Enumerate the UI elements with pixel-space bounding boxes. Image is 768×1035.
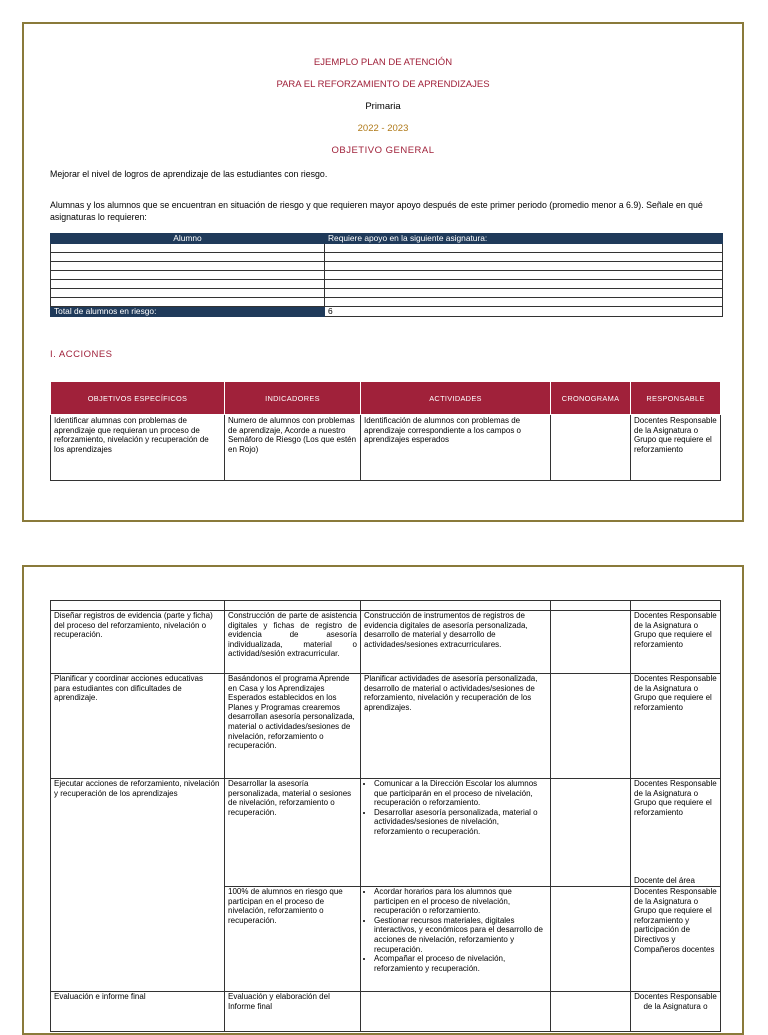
activity-list xyxy=(364,779,547,837)
objective-heading: OBJETIVO GENERAL xyxy=(331,145,435,156)
column-header-cronograma: CRONOGRAMA xyxy=(551,382,631,415)
list-item: • Acordar horarios para los alumnos que participen en el proceso de nivelación, recuperación o reforzamiento. xyxy=(374,887,547,916)
responsable-cell: Docentes Responsable de la Asignatura o Grupo que requiere el reforzamiento xyxy=(631,415,721,481)
document-page-1 xyxy=(22,22,744,522)
total-label: Total de alumnos en riesgo: xyxy=(51,307,325,317)
table-row xyxy=(51,244,723,253)
column-header-indicadores: INDICADORES xyxy=(225,382,361,415)
table-row xyxy=(51,280,723,289)
column-header-alumno: Alumno xyxy=(51,234,325,244)
acciones-heading: I. ACCIONES xyxy=(50,349,113,360)
actividad-cell: Construcción de instrumentos de registros de evidencia digitales de asesoría personalizada, desarrollo de material y desarrollo de actividades/sesiones extracurriculares. xyxy=(361,611,551,674)
objetivo-cell: Identificar alumnas con problemas de aprendizaje que requieran un proceso de reforzamiento, nivelación y recuperación de los aprendizajes xyxy=(51,415,225,481)
table-row xyxy=(51,271,723,280)
responsable-extra: Docente del área xyxy=(634,876,695,886)
responsable-text: Docentes Responsable de la Asignatura o Grupo que requiere el reforzamiento xyxy=(634,779,717,817)
indicador-cell: 100% de alumnos en riesgo que participan en el proceso de nivelación, reforzamiento o recuperación. xyxy=(225,887,361,992)
document-title: EJEMPLO PLAN DE ATENCIÓN xyxy=(313,57,453,68)
cronograma-cell xyxy=(551,992,631,1032)
table-row xyxy=(51,253,723,262)
actividad-cell: Planificar actividades de asesoría personalizada, desarrollo de material o actividades/sesiones de reforzamiento, nivelación y recuperación de los aprendizajes. xyxy=(361,674,551,779)
cronograma-cell xyxy=(551,415,631,481)
table-row xyxy=(51,779,721,887)
table-row xyxy=(51,601,721,611)
actividad-cell xyxy=(361,887,551,992)
school-years: 2022 - 2023 xyxy=(357,123,409,134)
table-row xyxy=(51,289,723,298)
table-row xyxy=(51,262,723,271)
objetivo-cell: Ejecutar acciones de reforzamiento, nivelación y recuperación de los aprendizajes xyxy=(51,779,225,992)
responsable-cell: Docentes Responsable de la Asignatura o Grupo que requiere el reforzamiento y participación de Directivos y Compañeros docentes xyxy=(631,887,721,992)
cronograma-cell xyxy=(551,779,631,887)
document-subtitle: PARA EL REFORZAMIENTO DE APRENDIZAJES xyxy=(276,79,490,90)
table-row xyxy=(51,611,721,674)
school-level: Primaria xyxy=(365,101,401,112)
cronograma-cell xyxy=(551,887,631,992)
column-header-asignatura: Requiere apoyo en la siguiente asignatura: xyxy=(325,234,723,244)
responsable-cell: Docentes Responsable de la Asignatura o Grupo que requiere el reforzamiento xyxy=(631,611,721,674)
document-page-2 xyxy=(22,565,744,1035)
indicador-cell: Desarrollar la asesoría personalizada, material o sesiones de nivelación, reforzamiento o recuperación. xyxy=(225,779,361,887)
actions-table xyxy=(50,381,721,481)
intro-text: Alumnas y los alumnos que se encuentran en situación de riesgo y que requieren mayor apoyo después de este primer periodo (promedio menor a 6.9). Señale en qué asignaturas lo requieren: xyxy=(50,200,703,222)
total-value: 6 xyxy=(325,307,723,317)
total-row xyxy=(51,307,723,317)
table-row xyxy=(51,674,721,779)
activity-list xyxy=(364,887,547,973)
indicador-cell: Basándonos el programa Aprende en Casa y los Aprendizajes Esperados establecidos en los Planes y Programas crearemos desarrollan asesoría personalizada, material o actividades/sesiones de nivelación, reforzamiento o recuperación. xyxy=(225,674,361,779)
objetivo-cell: Planificar y coordinar acciones educativas para estudiantes con dificultades de aprendizaje. xyxy=(51,674,225,779)
objetivo-cell: Evaluación e informe final xyxy=(51,992,225,1032)
list-item: • Acompañar el proceso de nivelación, reforzamiento y recuperación. xyxy=(374,954,547,973)
table-row xyxy=(51,992,721,1032)
table-row xyxy=(51,415,721,481)
objetivo-cell: Diseñar registros de evidencia (parte y ficha) del proceso del reforzamiento, nivelación o recuperación. xyxy=(51,611,225,674)
indicador-cell: Construcción de parte de asistencia digitales y fichas de registro de evidencia de asesoría individualizada, material o actividad/sesión extracurricular. xyxy=(225,611,361,674)
column-header-responsable: RESPONSABLE xyxy=(631,382,721,415)
responsable-cell: Docentes Responsable de la Asignatura o xyxy=(631,992,721,1032)
responsable-cell xyxy=(631,779,721,887)
list-item: • Gestionar recursos materiales, digitales interactivos, y económicos para el desarrollo de acciones de nivelación, reforzamiento y recuperación. xyxy=(374,916,547,954)
students-table xyxy=(50,233,723,317)
actions-table-continued xyxy=(50,600,721,1032)
column-header-actividades: ACTIVIDADES xyxy=(361,382,551,415)
responsable-cell: Docentes Responsable de la Asignatura o Grupo que requiere el reforzamiento xyxy=(631,674,721,779)
actividad-cell xyxy=(361,992,551,1032)
indicador-cell: Numero de alumnos con problemas de aprendizaje, Acorde a nuestro Semáforo de Riesgo (Los que estén en Rojo) xyxy=(225,415,361,481)
indicador-cell: Evaluación y elaboración del Informe final xyxy=(225,992,361,1032)
students-table-header xyxy=(51,234,723,244)
objective-text: Mejorar el nivel de logros de aprendizaje de las estudiantes con riesgo. xyxy=(50,169,328,179)
column-header-objetivos: OBJETIVOS ESPECÍFICOS xyxy=(51,382,225,415)
actions-table-header xyxy=(51,382,721,415)
actividad-cell xyxy=(361,779,551,887)
cronograma-cell xyxy=(551,674,631,779)
cronograma-cell xyxy=(551,611,631,674)
list-item: • Desarrollar asesoría personalizada, material o actividades/sesiones de nivelación, reforzamiento o recuperación. xyxy=(374,808,547,837)
list-item: • Comunicar a la Dirección Escolar los alumnos que participarán en el proceso de nivelación, recuperación o reforzamiento. xyxy=(374,779,547,808)
actividad-cell: Identificación de alumnos con problemas de aprendizaje correspondiente a los campos o aprendizajes esperados xyxy=(361,415,551,481)
